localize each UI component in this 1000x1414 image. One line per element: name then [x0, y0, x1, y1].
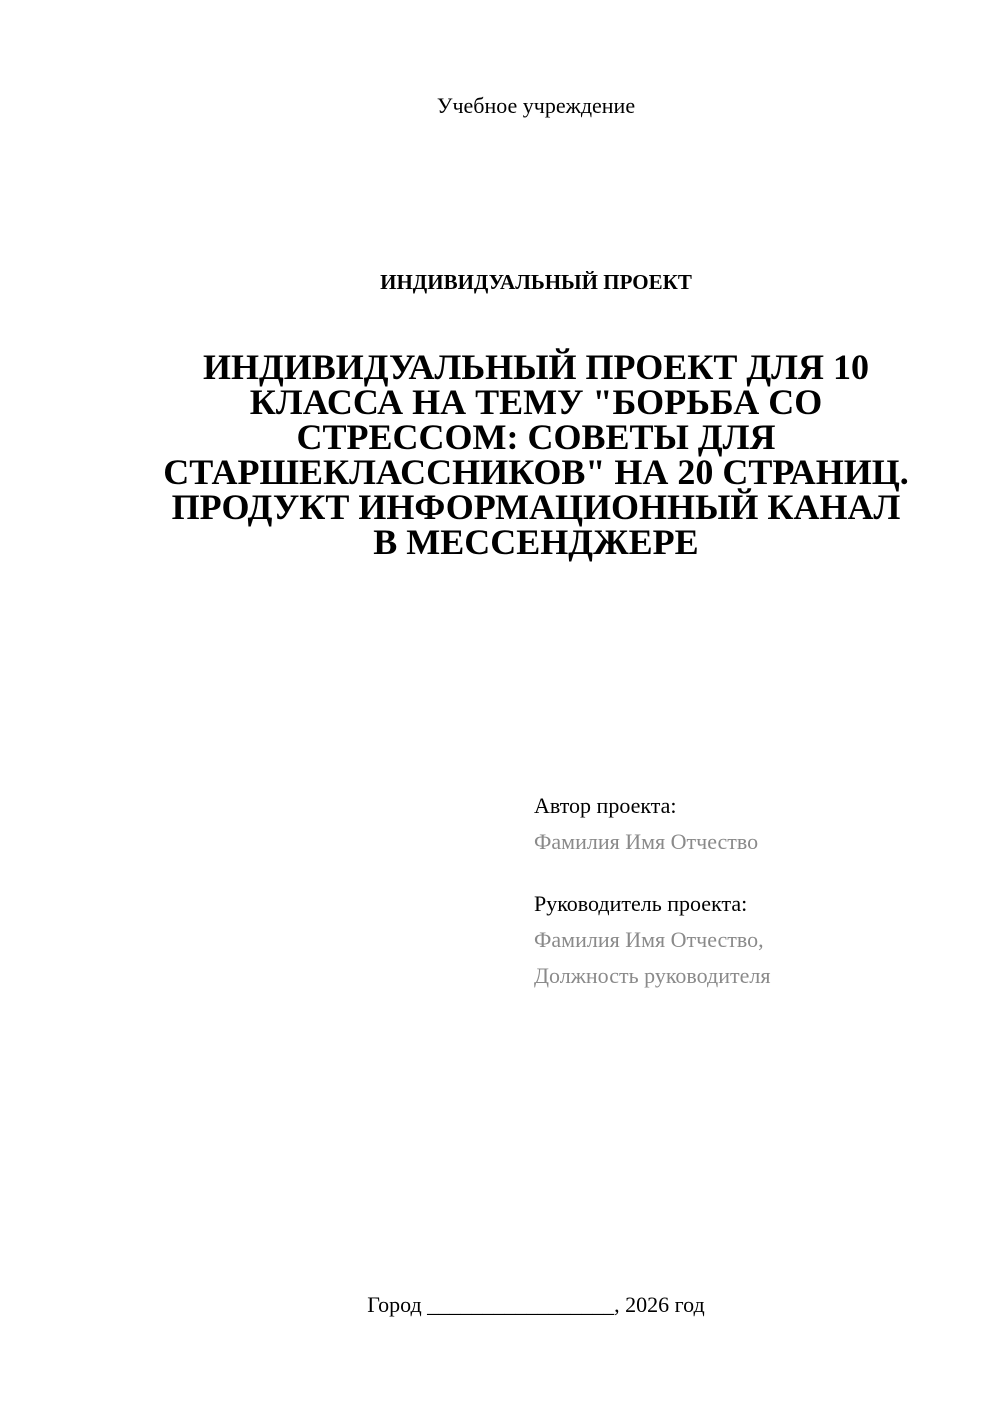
author-label: Автор проекта:: [534, 793, 677, 818]
spacer: [534, 860, 974, 886]
supervisor-name: Фамилия Имя Отчество,: [534, 927, 764, 952]
institution-name: Учебное учреждение: [436, 93, 636, 118]
city-year-line: Город _________________, 2026 год: [367, 1292, 705, 1317]
document-title: ИНДИВИДУАЛЬНЫЙ ПРОЕКТ ДЛЯ 10 КЛАССА НА ТЕМУ "БОРЬБА СО СТРЕССОМ: СОВЕТЫ ДЛЯ СТАРШЕКЛАССНИКОВ" НА 20 СТРАНИЦ. ПРОДУКТ ИНФОРМАЦИОННЫЙ КАНАЛ В МЕССЕНДЖЕРЕ: [163, 347, 909, 562]
supervisor-position: Должность руководителя: [534, 963, 771, 988]
author-name: Фамилия Имя Отчество: [534, 829, 759, 854]
document-type-label: ИНДИВИДУАЛЬНЫЙ ПРОЕКТ: [380, 270, 692, 294]
project-info-block: [534, 788, 974, 994]
supervisor-label: Руководитель проекта:: [534, 891, 748, 916]
